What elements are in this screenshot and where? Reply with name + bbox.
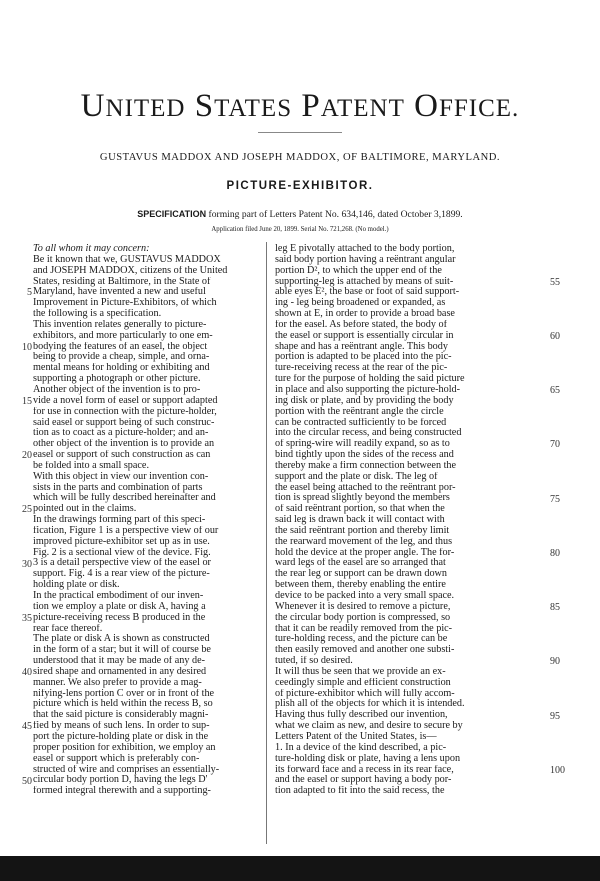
text-line: ture-holding disk or plate, having a lens upon xyxy=(275,753,461,764)
line-number: 60 xyxy=(550,330,560,342)
text-line: tion adapted to fit into the said recess, the xyxy=(275,786,445,797)
text-line: fied by means of such lens. In order to sup- xyxy=(33,721,210,732)
text-line: shown at E, in order to provide a broad base xyxy=(275,309,455,320)
text-line: In the drawings forming part of this speci- xyxy=(33,515,206,526)
text-line: support and the plate or disk. The leg of xyxy=(275,471,438,482)
specification-text: forming part of Letters Patent No. 634,146, dated October 3,1899. xyxy=(208,209,463,220)
line-number: 95 xyxy=(550,710,560,722)
line-number: 10 xyxy=(22,341,32,353)
text-line: ture-holding recess, and the picture can be xyxy=(275,634,448,645)
text-line: It will thus be seen that we provide an ex- xyxy=(275,666,446,677)
line-number: 55 xyxy=(550,276,560,288)
text-line: exhibitors, and more particularly to one em- xyxy=(33,330,213,341)
text-line: mental means for holding or exhibiting and xyxy=(33,363,210,374)
text-line: manner. We also prefer to provide a mag- xyxy=(33,677,202,688)
text-line: circular body portion D, having the legs D' xyxy=(33,775,208,786)
text-line: rear face thereof. xyxy=(33,623,103,634)
line-number: 35 xyxy=(22,612,32,624)
text-line: portion with the reëntrant angle the circle xyxy=(275,406,444,417)
text-line: of picture-exhibitor which will fully accom- xyxy=(275,688,455,699)
text-line: that it can be readily removed from the pic- xyxy=(275,623,453,634)
text-line: hold the device at the proper angle. The for- xyxy=(275,547,455,558)
text-line: the said reëntrant portion and thereby limit xyxy=(275,525,450,536)
text-line: port the picture-holding plate or disk in the xyxy=(33,731,209,742)
left-text-column xyxy=(33,244,261,797)
text-line: This invention relates generally to picture- xyxy=(33,319,207,330)
text-line: the easel being attached to the reëntrant por- xyxy=(275,482,456,493)
text-line: of said reëntrant portion, so that when the xyxy=(275,504,445,515)
text-line: bind tightly upon the sides of the recess and xyxy=(275,450,454,461)
text-line: Having thus fully described our invention, xyxy=(275,710,448,721)
text-line: into the circular recess, and being constructed xyxy=(275,428,462,439)
text-line: the rear leg or support can be drawn down xyxy=(275,569,447,580)
text-line: of spring-wire will readily expand, so as to xyxy=(275,439,450,450)
title-word: STATES xyxy=(194,88,293,124)
text-line: device to be packed into a very small space. xyxy=(275,591,455,601)
text-line: bodying the features of an easel, the object xyxy=(33,341,208,352)
line-number: 70 xyxy=(550,439,560,451)
title-word: UNITED xyxy=(80,88,186,124)
text-line: the rearward movement of the leg, and thus xyxy=(275,536,453,547)
text-line: tion as to coact as a picture-holder; and an- xyxy=(33,428,209,439)
text-line: being to provide a cheap, simple, and orna- xyxy=(33,352,210,363)
text-line: sired shape and ornamented in any desired xyxy=(33,666,207,677)
patent-office-title xyxy=(0,88,600,125)
right-text-column xyxy=(275,244,503,797)
text-line: shape and has a reëntrant angle. This body xyxy=(275,341,448,352)
text-line: tion we employ a plate or disk A, having a xyxy=(33,601,206,612)
text-line: be folded into a small space. xyxy=(33,460,149,471)
text-line: ing - leg being broadened or expanded, as xyxy=(275,298,446,309)
text-line: that the said picture is considerably magni- xyxy=(33,710,209,721)
text-line: sists in the parts and combination of parts xyxy=(33,482,203,493)
line-number: 50 xyxy=(22,775,32,787)
line-number: 90 xyxy=(550,656,560,668)
text-line: structed of wire and comprises an essentially- xyxy=(33,764,220,775)
text-line: the easel or support is essentially circular in xyxy=(275,330,454,341)
text-line: picture-receiving recess B produced in the xyxy=(33,612,206,623)
text-line: ture-receiving recess at the rear of the pic- xyxy=(275,363,448,374)
line-number: 65 xyxy=(550,385,560,397)
text-line: ward legs of the easel are so arranged that xyxy=(275,558,446,569)
line-number: 100 xyxy=(550,764,565,776)
text-line: support. Fig. 4 is a rear view of the picture- xyxy=(33,569,210,580)
text-line: able eyes E², the base or foot of said support- xyxy=(275,287,460,298)
text-line: With this object in view our invention con- xyxy=(33,471,209,482)
text-line: picture which is held within the recess B, so xyxy=(33,699,213,710)
text-line: fication, Figure 1 is a perspective view of our xyxy=(33,525,219,536)
text-line: said easel or support being of such construc- xyxy=(33,417,215,428)
text-line: for use in connection with the picture-holder, xyxy=(33,406,217,417)
text-line: and the easel or support having a body por- xyxy=(275,775,452,786)
text-line: thereby make a firm connection between the xyxy=(275,460,457,471)
line-number: 15 xyxy=(22,395,32,407)
text-line: in place and also supporting the picture-hold- xyxy=(275,384,461,395)
text-line: proper position for exhibition, we employ an xyxy=(33,742,216,753)
text-line: leg E pivotally attached to the body portion, xyxy=(275,244,455,254)
text-line: Another object of the invention is to pro- xyxy=(33,384,201,395)
line-number: 45 xyxy=(22,721,32,733)
specification-line xyxy=(0,209,600,220)
text-line: easel or support of such construction as can xyxy=(33,450,211,461)
text-line: ing disk or plate, and by providing the body xyxy=(275,395,454,406)
text-line: The plate or disk A is shown as constructed xyxy=(33,634,210,645)
text-line: Be it known that we, GUSTAVUS MADDOX xyxy=(33,254,221,265)
text-line: vide a novel form of easel or support adapted xyxy=(33,395,218,406)
text-line: Maryland, have invented a new and useful xyxy=(33,287,206,298)
text-line: formed integral therewith and a supporting- xyxy=(33,786,211,797)
text-line: ture for the purpose of holding the said picture xyxy=(275,374,465,385)
title-word: PATENT xyxy=(301,88,405,124)
text-line: ceedingly simple and efficient construction xyxy=(275,677,451,688)
text-line: said leg is drawn back it will contact with xyxy=(275,515,445,526)
text-line: easel or support which is preferably con- xyxy=(33,753,200,764)
text-line: In the practical embodiment of our inven- xyxy=(33,591,204,601)
line-number: 30 xyxy=(22,558,32,570)
text-line: Improvement in Picture-Exhibitors, of which xyxy=(33,298,217,309)
text-line: and JOSEPH MADDOX, citizens of the United xyxy=(33,265,228,276)
line-number: 75 xyxy=(550,493,560,505)
text-line: between them, thereby enabling the entire xyxy=(275,580,446,591)
text-line: then easily removed and another one substi- xyxy=(275,645,455,656)
text-line: plish all of the objects for which it is intended. xyxy=(275,699,465,710)
text-line: its forward face and a recess in its rear face, xyxy=(275,764,454,775)
text-line: the circular body portion is compressed, so xyxy=(275,612,451,623)
text-line: 3 is a detail perspective view of the easel or xyxy=(33,558,211,569)
line-number: 20 xyxy=(22,450,32,462)
text-line: tuted, if so desired. xyxy=(275,656,353,667)
text-line: Fig. 2 is a sectional view of the device. Fig. xyxy=(33,547,211,558)
text-line: improved picture-exhibitor set up as in use. xyxy=(33,536,210,547)
column-divider xyxy=(266,242,267,844)
inventors-line: GUSTAVUS MADDOX AND JOSEPH MADDOX, OF BALTIMORE, MARYLAND. xyxy=(99,152,501,163)
text-line: Letters Patent of the United States, is— xyxy=(275,731,437,742)
text-line: can be contracted sufficiently to be forced xyxy=(275,417,447,428)
application-filed-line: Application filed June 20, 1899. Serial No. 721,268. (No model.) xyxy=(211,226,389,233)
text-line: To all whom it may concern: xyxy=(33,244,150,254)
line-number: 80 xyxy=(550,547,560,559)
invention-title: PICTURE-EXHIBITOR. xyxy=(226,180,374,192)
text-line: portion D², to which the upper end of the xyxy=(275,265,442,276)
title-divider xyxy=(258,132,342,133)
text-line: supporting-leg is attached by means of suit- xyxy=(275,276,454,287)
line-number: 5 xyxy=(27,287,32,299)
line-number: 85 xyxy=(550,602,560,614)
line-number: 40 xyxy=(22,667,32,679)
text-line: said body portion having a reëntrant angular xyxy=(275,254,456,265)
text-line: understood that it may be made of any de- xyxy=(33,656,206,667)
text-line: what we claim as new, and desire to secure by xyxy=(275,721,463,732)
text-line: for the easel. As before stated, the body of xyxy=(275,319,447,330)
text-line: in the form of a star; but it will of course be xyxy=(33,645,211,656)
text-line: nifying-lens portion C over or in front of the xyxy=(33,688,215,699)
text-line: holding plate or disk. xyxy=(33,580,120,591)
text-line: the following is a specification. xyxy=(33,309,162,320)
text-line: States, residing at Baltimore, in the State of xyxy=(33,276,211,287)
scan-edge xyxy=(0,856,600,881)
text-line: portion is adapted to be placed into the pic- xyxy=(275,352,452,363)
text-line: which will be fully described hereinafter and xyxy=(33,493,216,504)
specification-label: SPECIFICATION xyxy=(137,209,207,219)
text-line: pointed out in the claims. xyxy=(33,504,137,515)
line-number: 25 xyxy=(22,504,32,516)
text-line: tion is spread slightly beyond the members xyxy=(275,493,450,504)
title-word: OFFICE. xyxy=(414,88,520,124)
text-line: other object of the invention is to provide an xyxy=(33,439,215,450)
text-line: 1. In a device of the kind described, a pic- xyxy=(275,742,447,753)
text-line: Whenever it is desired to remove a picture, xyxy=(275,601,451,612)
text-line: supporting a photograph or other picture. xyxy=(33,374,201,385)
